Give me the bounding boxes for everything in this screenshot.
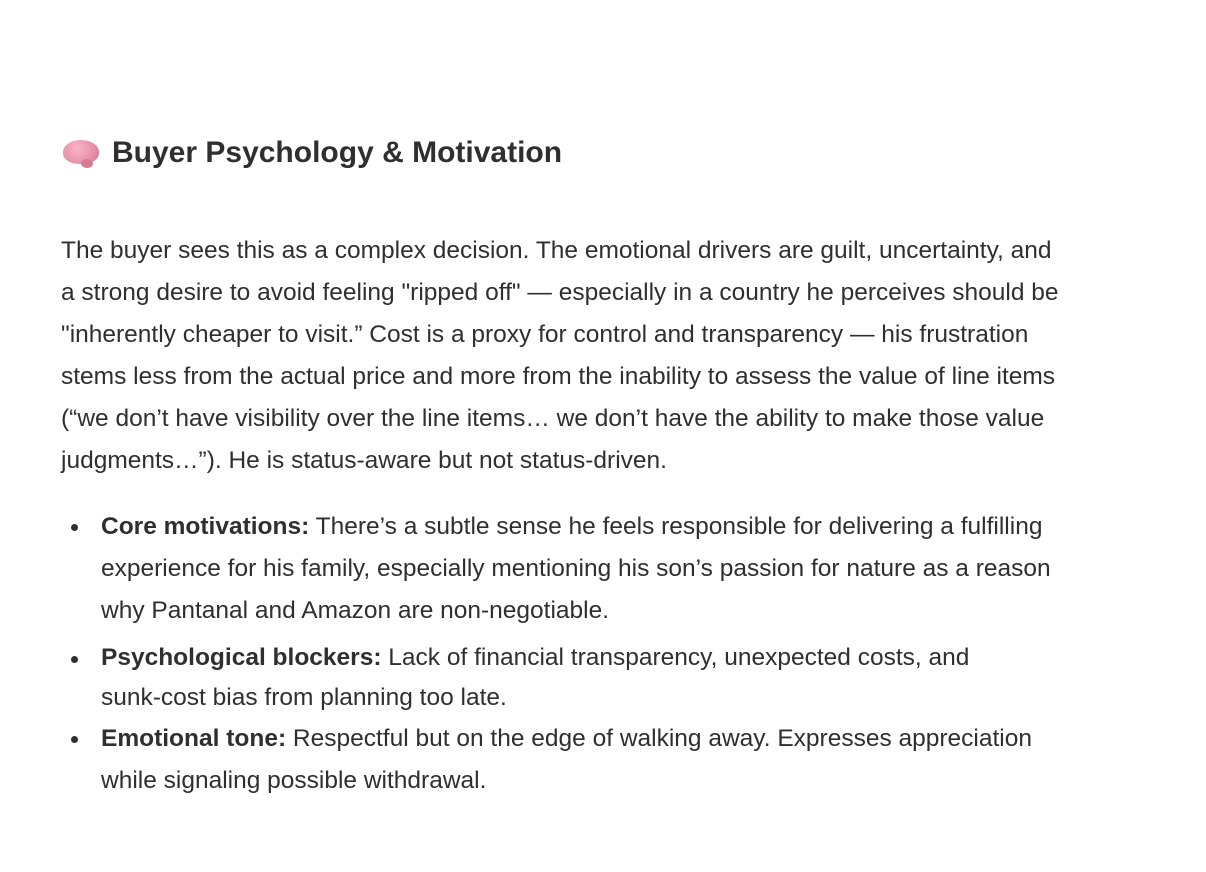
list-item-psychological-blockers [61,638,1051,718]
item-label: Emotional tone: [101,725,287,752]
section-title: Buyer Psychology & Motivation [112,136,563,169]
item-text: There’s a subtle sense he feels responsible for delivering a fulfilling [309,513,1043,540]
summary-paragraph [61,230,1059,482]
item-text: Respectful but on the edge of walking away. Expresses appreciation [286,725,1032,752]
list-item-emotional-tone [61,718,1051,802]
brain-icon [61,137,101,169]
paragraph-line: stems less from the actual price and more from the inability to assess the value of line items [61,363,1056,390]
paragraph-line: The buyer sees this as a complex decision. The emotional drivers are guilt, uncertainty, and [61,237,1052,264]
item-text: Lack of financial transparency, unexpected costs, and [381,644,970,671]
bullet-list [61,506,1051,802]
paragraph-line: judgments…”). He is status-aware but not status-driven. [61,447,667,474]
paragraph-line: "inherently cheaper to visit.” Cost is a proxy for control and transparency — his frustration [61,321,1029,348]
item-text: while signaling possible withdrawal. [101,767,487,794]
bullet-icon [71,656,78,663]
section-heading [61,134,562,172]
paragraph-line: (“we don’t have visibility over the line items… we don’t have the ability to make those value [61,405,1045,432]
item-label: Core motivations: [101,513,310,540]
item-label: Psychological blockers: [101,644,382,671]
list-item-core-motivations [61,506,1051,632]
item-text: experience for his family, especially mentioning his son’s passion for nature as a reason [101,555,1051,582]
item-text: sunk-cost bias from planning too late. [101,684,507,711]
item-text: why Pantanal and Amazon are non-negotiable. [101,597,610,624]
paragraph-line: a strong desire to avoid feeling "ripped off" — especially in a country he perceives should be [61,279,1059,306]
bullet-icon [71,736,78,743]
bullet-icon [71,524,78,531]
